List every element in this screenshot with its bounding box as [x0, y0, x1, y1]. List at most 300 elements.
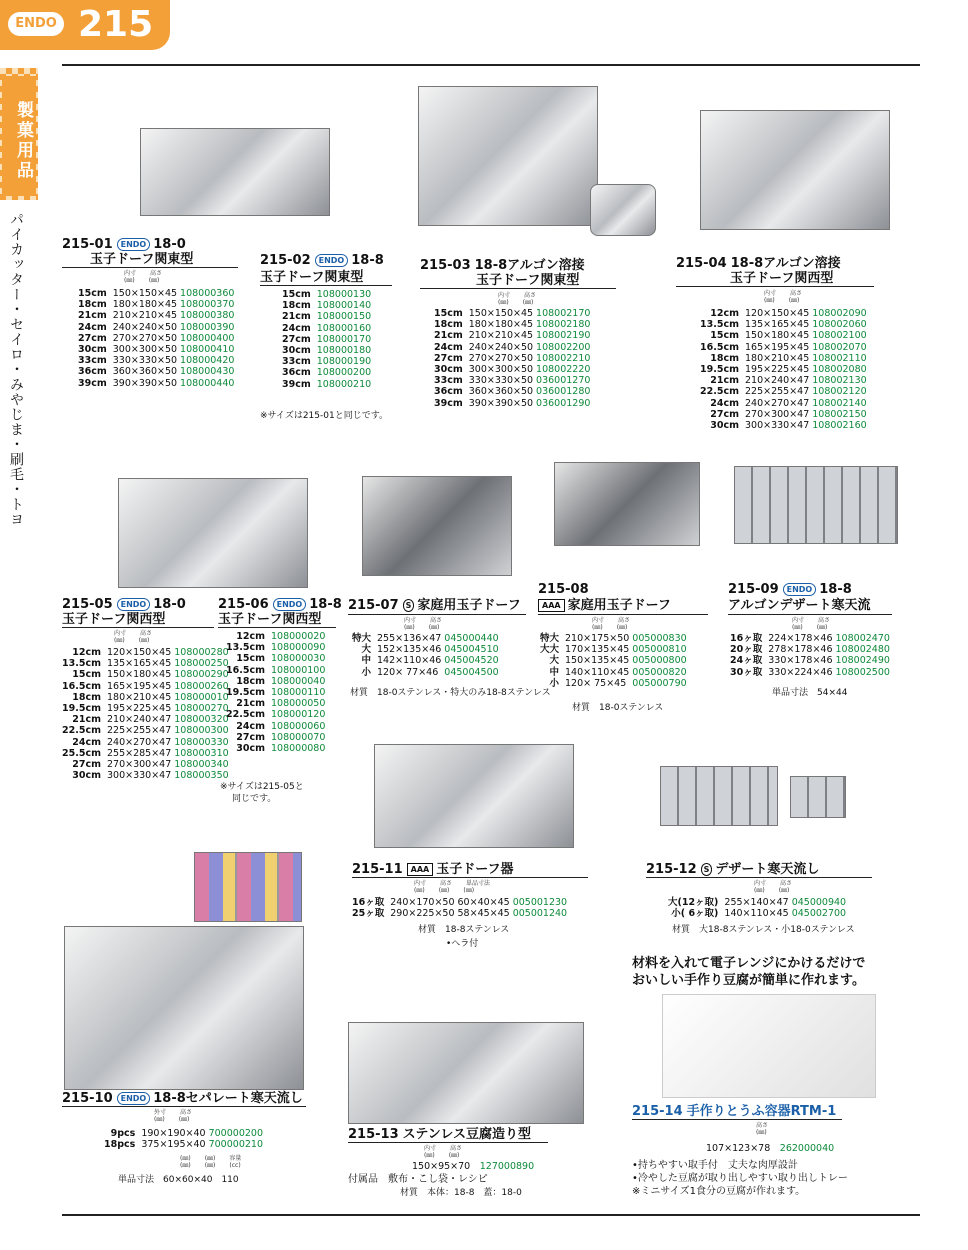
product-name-215-02: 玉子ドーフ関東型 [260, 270, 364, 285]
size-label: 特大 [352, 633, 372, 644]
size-label: 30cm [282, 345, 311, 357]
spec-row [668, 908, 849, 919]
size-note: ※サイズは215-01と同じです。 [260, 411, 388, 421]
title-rule [218, 627, 336, 628]
spec-row [62, 759, 232, 770]
product-code: 108000010 [174, 691, 229, 703]
size-label: 12cm [72, 647, 101, 658]
column-header-unit: (㎜) (㎜) [592, 624, 628, 631]
spec-row [62, 681, 232, 692]
material-note: 材質 本体：18-8 蓋：18-0 [400, 1188, 522, 1198]
spec-row [282, 323, 374, 334]
product-code: 108002110 [812, 352, 867, 364]
column-header: 高さ [756, 1122, 769, 1129]
product-title-215-07: 215-07 S 家庭用玉子ドーフ [348, 598, 521, 613]
size-label: 18cm [236, 675, 265, 687]
spec-row [282, 379, 374, 390]
product-title-215-04: 215-04 18-8アルゴン溶接 [676, 256, 841, 271]
spec-row [700, 386, 870, 397]
product-code: 108002070 [812, 341, 867, 353]
size-label: 30cm [72, 770, 101, 782]
spec-row [226, 642, 328, 653]
dimension: 150×150×45 [468, 308, 534, 319]
spec-row [700, 330, 870, 341]
page-tab [0, 0, 170, 50]
product-photo-215-12-small [790, 776, 846, 818]
product-code: 108000120 [270, 709, 326, 721]
product-code: 108000140 [316, 300, 372, 312]
spec-row [78, 288, 237, 299]
size-label: 大 [549, 655, 560, 667]
product-code: 036001270 [536, 375, 591, 387]
dimension: 270×270×50 [112, 332, 178, 344]
spec-row [226, 653, 328, 664]
size-label: 24cm [282, 322, 311, 334]
column-header: 内寸 高さ [792, 617, 831, 624]
dimension: 390×390×50 [468, 397, 534, 409]
spec-row [62, 770, 232, 781]
size-label: 22.5cm [226, 709, 265, 721]
product-code: 108000340 [174, 759, 229, 771]
product-title-215-01 [62, 237, 190, 252]
spec-table-215-08 [540, 633, 690, 689]
product-code: 108000410 [180, 344, 235, 356]
product-code: 108002220 [536, 364, 591, 376]
endo-logo: ENDO [117, 238, 151, 251]
size-label: 21cm [282, 311, 311, 323]
dimension: 330×330×50 [468, 375, 534, 387]
product-name-215-05: 玉子ドーフ関西型 [62, 612, 166, 627]
product-photo-215-09 [734, 466, 898, 544]
size-label: 18pcs [104, 1139, 136, 1151]
size-label: 21cm [434, 330, 463, 342]
dimension: 240×270×47 [106, 736, 172, 748]
spec-row [104, 1128, 266, 1139]
product-code: 700000200 [208, 1128, 263, 1139]
product-photo-215-10 [64, 926, 304, 1090]
spec-table-215-10 [104, 1128, 266, 1150]
product-code: 108000400 [180, 332, 235, 344]
product-photo-215-10-inset [194, 852, 302, 922]
spec-row [730, 644, 893, 655]
size-note-2: 同じです。 [232, 794, 277, 804]
product-code: 108000260 [174, 680, 229, 692]
spec-row [226, 665, 328, 676]
dimension: 165×195×45 [744, 341, 810, 353]
accessory-note: •ヘラ付 [446, 939, 479, 949]
spec-row [62, 748, 232, 759]
dimension: 120×150×45 [744, 308, 810, 319]
spec-table-215-01 [78, 288, 237, 389]
size-label: 27cm [710, 408, 739, 420]
column-header-unit: (㎜) (㎜) [424, 1152, 460, 1159]
spec-row [226, 631, 328, 642]
product-code: 108002120 [812, 386, 867, 398]
dimension: 360×360×50 [112, 366, 178, 378]
page-number: 215 [78, 4, 154, 45]
dimension: 170×135×45 [565, 644, 630, 656]
product-name-215-03: 玉子ドーフ関東型 [476, 273, 580, 288]
dimension: 180×210×45 [106, 691, 172, 703]
product-code: 108002490 [835, 655, 890, 667]
column-header: 内寸 高さ [404, 617, 443, 624]
product-code: 045004520 [444, 655, 499, 667]
size-label: 24ヶ取 [730, 655, 763, 667]
product-code: 108000130 [316, 289, 372, 300]
size-label: 大(12ヶ取) [668, 897, 719, 908]
column-header: 内寸 高さ [498, 292, 537, 299]
size-label: 15cm [78, 288, 107, 299]
column-header-unit: (㎜) (㎜) [404, 624, 440, 631]
product-name-215-06: 玉子ドーフ関西型 [218, 612, 322, 627]
column-header: 内寸 高さ [754, 880, 793, 887]
dimension: 210×240×47 [106, 714, 172, 726]
spec-row [78, 344, 237, 355]
product-code: 108000290 [174, 669, 229, 681]
size-label: 19.5cm [700, 364, 739, 376]
spec-table-215-04 [700, 308, 870, 431]
column-header-unit: (㎜) (㎜) [764, 297, 800, 304]
product-code: 108000200 [316, 367, 372, 379]
size-label: 18cm [434, 319, 463, 331]
accessory-note: 付属品 敷布・こし袋・レシピ [348, 1174, 488, 1185]
product-code: 108000370 [180, 299, 235, 311]
product-code: 108000270 [174, 703, 229, 715]
spec-row [540, 655, 690, 666]
product-code: 108000280 [174, 647, 229, 658]
spec-table-215-11 [352, 897, 570, 919]
spec-row [78, 378, 237, 389]
size-label: 39cm [282, 378, 311, 390]
product-code: 108000100 [270, 664, 326, 676]
product-photo-215-04 [700, 110, 890, 230]
product-code: 108000330 [174, 736, 229, 748]
product-code: 108002080 [812, 364, 867, 376]
product-code: 108002160 [812, 420, 867, 432]
size-label: 中 [549, 666, 560, 678]
unit-size-note: 単品寸法 60×60×40 110 [118, 1175, 239, 1185]
product-code: 108000050 [270, 698, 326, 710]
product-code: 005001230 [512, 897, 568, 908]
product-code: 108002480 [835, 644, 890, 656]
product-code: 108000150 [316, 311, 372, 323]
spec-row [434, 353, 593, 364]
size-label: 18cm [710, 352, 739, 364]
material-note: 材質 大18-8ステンレス・小18-0ステンレス [672, 925, 855, 935]
title-rule [676, 286, 874, 287]
side-category-text: パイカッター・セイロ・みやじま・刷毛・トヨ [8, 212, 24, 527]
dimension: 58×45×45 [457, 908, 510, 920]
size-label: 19.5cm [62, 703, 101, 715]
size-label: 16ヶ取 [352, 897, 385, 908]
product-code: 108002470 [835, 633, 890, 644]
dimension: 150×135×45 [565, 655, 630, 667]
dimension: 255×136×47 [377, 633, 442, 644]
dimension: 300×300×50 [468, 364, 534, 376]
spec-row [540, 633, 690, 644]
dimension: 300×330×47 [106, 770, 172, 782]
size-label: 13.5cm [62, 658, 101, 670]
size-label: 16.5cm [226, 664, 265, 676]
spec-row [730, 667, 893, 678]
product-code: 108002500 [835, 666, 890, 678]
spec-row [700, 364, 870, 375]
product-photo-215-08 [554, 462, 700, 546]
product-name-215-01: 玉子ドーフ関東型 [90, 252, 194, 267]
size-label: 22.5cm [700, 386, 739, 398]
unit-size-note: 単品寸法 54×44 [772, 688, 848, 698]
spec-row [352, 908, 570, 919]
spec-row [62, 737, 232, 748]
size-label: 39cm [434, 397, 463, 409]
product-code: 005000790 [632, 677, 687, 689]
spec-row [700, 420, 870, 431]
product-code: 108000080 [270, 743, 326, 755]
dimension: 120× 75×45 [565, 677, 627, 689]
size-label: 9pcs [110, 1128, 136, 1139]
dimension: 390×390×50 [112, 377, 178, 389]
spec-row [62, 692, 232, 703]
size-label: 16.5cm [62, 680, 101, 692]
size-label: 大 [361, 644, 372, 656]
spec-row [434, 364, 593, 375]
spec-row [78, 366, 237, 377]
dimension: 120× 77×46 [377, 666, 439, 678]
product-code: 108000420 [180, 355, 235, 367]
product-code: 108000040 [270, 675, 326, 687]
spec-row [282, 367, 374, 378]
product-code: 108002150 [812, 408, 867, 420]
size-label: 18cm [72, 691, 101, 703]
product-code: 045000940 [791, 897, 847, 908]
size-label: 24cm [72, 736, 101, 748]
spec-row [62, 725, 232, 736]
product-photo-215-03 [418, 86, 598, 226]
product-code: 108000360 [180, 288, 235, 299]
spec-row [282, 345, 374, 356]
size-label: 21cm [78, 310, 107, 322]
column-header-unit: (㎜) (㎜) [154, 1116, 190, 1123]
feature-copy-2: おいしい手作り豆腐が簡単に作れます。 [632, 973, 865, 988]
product-code: 005001240 [512, 908, 568, 920]
product-code: 108000190 [316, 356, 372, 368]
spec-row [226, 687, 328, 698]
brand-logo: ENDO [8, 12, 64, 36]
dimension: 278×178×46 [768, 644, 833, 656]
product-code: 108000060 [270, 720, 326, 732]
spec-row [62, 658, 232, 669]
size-label: 30ヶ取 [730, 666, 763, 678]
column-header-unit: (㎜) (㎜) [114, 637, 150, 644]
product-photo-215-14 [662, 994, 876, 1098]
feature-bullet-3: ※ミニサイズ1食分の豆腐が作れます。 [632, 1186, 806, 1197]
size-label: 18cm [78, 299, 107, 311]
product-title-215-13: 215-13 ステンレス豆腐造り型 [348, 1127, 532, 1142]
spec-table-215-07 [352, 633, 502, 678]
spec-row [700, 375, 870, 386]
spec-row [226, 732, 328, 743]
column-header: 内寸 高さ [114, 630, 153, 637]
page-header [0, 0, 968, 66]
dimension: 140×110×45 [565, 666, 630, 678]
spec-row [700, 353, 870, 364]
column-header-unit: (㎜) (㎜) [124, 277, 160, 284]
size-label: 25ヶ取 [352, 908, 385, 920]
dimension: 180×180×45 [468, 319, 534, 331]
product-title-215-05: 215-05 ENDO 18-0 [62, 597, 186, 612]
size-label: 33cm [434, 375, 463, 387]
dimension: 60×40×45 [457, 897, 510, 908]
size-label: 27cm [72, 759, 101, 771]
dimension: 195×225×45 [744, 364, 810, 376]
spec-row [62, 714, 232, 725]
spec-row [78, 355, 237, 366]
spec-row [730, 655, 893, 666]
product-title-215-06: 215-06 ENDO 18-8 [218, 597, 342, 612]
product-code: 036001290 [536, 397, 591, 409]
spec-row [226, 721, 328, 732]
dimension: 210×210×45 [112, 310, 178, 322]
spec-row [352, 667, 502, 678]
size-label: 12cm [236, 631, 265, 642]
size-label: 13.5cm [226, 642, 265, 654]
column-header-unit: (㎜) (㎜) (㎜) [414, 887, 475, 894]
dimension: 210×210×45 [468, 330, 534, 342]
spec-table-215-06 [226, 631, 328, 754]
product-code: 108000300 [174, 725, 229, 737]
dimension: 142×110×46 [377, 655, 442, 667]
size-label: 小 [361, 666, 372, 678]
spec-row [700, 398, 870, 409]
product-code: 108000440 [180, 377, 235, 389]
size-label: 27cm [78, 332, 107, 344]
product-code: 108000030 [270, 653, 326, 665]
spec-row [226, 709, 328, 720]
title-rule [632, 1119, 842, 1120]
size-label: 24cm [710, 397, 739, 409]
dimension: 240×270×47 [744, 397, 810, 409]
spec-row [434, 308, 593, 319]
spec-row [78, 333, 237, 344]
product-title-215-02: 215-02 ENDO 18-8 [260, 253, 384, 268]
feature-bullet-1: •持ちやすい取手付 丈夫な肉厚設計 [632, 1160, 798, 1171]
spec-row [434, 319, 593, 330]
spec-row [434, 375, 593, 386]
product-code: 005000800 [632, 655, 687, 667]
size-label: 16.5cm [700, 341, 739, 353]
size-label: 15cm [72, 669, 101, 681]
product-code: 108002130 [812, 375, 867, 387]
column-header: 外寸 高さ [154, 1109, 193, 1116]
size-label: 30cm [434, 364, 463, 376]
column-header: 内寸 高さ [592, 617, 631, 624]
dimension: 300×300×50 [112, 344, 178, 356]
product-title-215-03: 215-03 18-8アルゴン溶接 [420, 258, 585, 273]
size-label: 24cm [434, 341, 463, 353]
product-code: 108002060 [812, 319, 867, 331]
size-label: 30cm [710, 420, 739, 432]
product-title-215-12: 215-12 S デザート寒天流し [646, 862, 820, 877]
spec-row [282, 300, 374, 311]
product-title-215-09: 215-09 ENDO 18-8 [728, 582, 852, 597]
product-code: 108002090 [812, 308, 867, 319]
spec-row [62, 669, 232, 680]
product-name-215-09: アルゴンデザート寒天流 [728, 598, 871, 613]
size-label: 27cm [434, 352, 463, 364]
spec-row [62, 647, 232, 658]
size-label: 21cm [72, 714, 101, 726]
spec-row [540, 678, 690, 689]
product-code: 108000180 [316, 345, 372, 357]
product-photo-215-12-large [660, 766, 778, 826]
dimension: 240×170×50 [390, 897, 455, 908]
dimension: 210×240×47 [744, 375, 810, 387]
dimension: 270×300×47 [106, 759, 172, 771]
spec-row [700, 308, 870, 319]
size-label: 中 [361, 655, 372, 667]
spec-row [700, 342, 870, 353]
spec-row [352, 655, 502, 666]
material-note: 材質 18-8ステンレス [418, 925, 510, 935]
spec-row [540, 644, 690, 655]
size-label: 15cm [434, 308, 463, 319]
size-label: 小 [549, 677, 560, 689]
dimension: 375×195×40 [141, 1139, 206, 1151]
spec-row [434, 342, 593, 353]
product-photo-215-01 [140, 128, 330, 216]
product-code: 045004510 [444, 644, 499, 656]
size-label: 20ヶ取 [730, 644, 763, 656]
dimension: 150×150×45 [112, 288, 178, 299]
material-note: 材質 18-0ステンレス・特大のみ18-8ステンレス [350, 688, 551, 698]
size-label: 小( 6ヶ取) [671, 908, 719, 920]
spec-row [104, 1139, 266, 1150]
size-label: 21cm [236, 698, 265, 710]
size-label: 36cm [434, 386, 463, 398]
size-label: 36cm [78, 366, 107, 378]
product-size: 107×123×78 262000040 [706, 1143, 835, 1154]
spec-row [352, 633, 502, 644]
product-code: 108000390 [180, 321, 235, 333]
size-label: 大大 [540, 644, 560, 656]
spec-row [730, 633, 893, 644]
dimension: 152×135×46 [377, 644, 442, 656]
title-rule [260, 285, 392, 286]
size-label: 33cm [282, 356, 311, 368]
material: 18-0 [153, 237, 186, 252]
product-number: 215-01 [62, 237, 113, 252]
product-code: 108002100 [812, 330, 867, 342]
size-label: 30cm [236, 743, 265, 755]
column-header: 内寸 高さ 単品寸法 [414, 880, 491, 887]
spec-table-215-05 [62, 647, 232, 781]
spec-table-215-03 [434, 308, 593, 409]
product-code: 108000210 [316, 378, 372, 390]
product-code: 108000090 [270, 642, 326, 654]
size-label: 27cm [282, 333, 311, 345]
dimension: 255×285×47 [106, 747, 172, 759]
product-number-215-08: 215-08 [538, 582, 589, 597]
title-rule [420, 288, 616, 289]
product-code: 108000160 [316, 322, 372, 334]
dimension: 165×195×45 [106, 680, 172, 692]
size-label: 21cm [710, 375, 739, 387]
size-label: 15cm [710, 330, 739, 342]
spec-row [700, 409, 870, 420]
product-name-215-04: 玉子ドーフ関西型 [730, 271, 834, 286]
product-code: 108000110 [270, 687, 326, 699]
column-header-unit: (㎜) (㎜) [754, 887, 790, 894]
